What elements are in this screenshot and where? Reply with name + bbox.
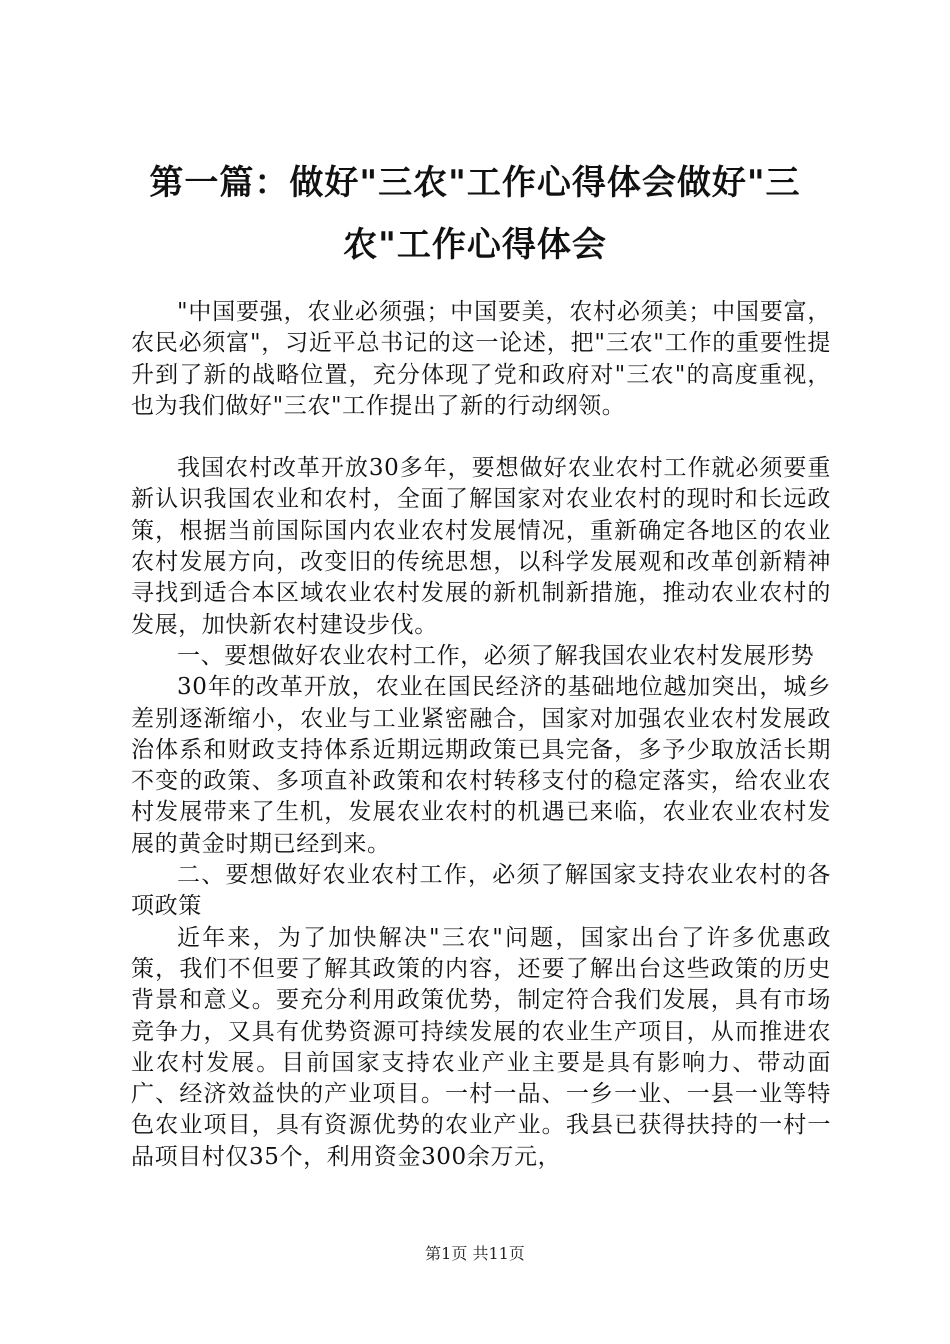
page-footer: 第1页 共11页	[425, 1244, 525, 1263]
document-title-line1: 第一篇：做好"三农"工作心得体会做好"三	[149, 163, 801, 203]
document-title-line2: 农"工作心得体会	[343, 225, 607, 265]
document-body	[131, 297, 831, 1173]
paragraph: 我国农村改革开放30多年，要想做好农业农村工作就必须要重新认识我国农业和农村，全面了解国家对农业农村的现时和长远政策，根据当前国际国内农业农村发展情况，重新确定各地区的农业农村发展方向，改变旧的传统思想，以科学发展观和改革创新精神寻找到适合本区域农业农村发展的新机制新措施，推动农业农村的发展，加快新农村建设步伐。	[131, 455, 831, 638]
paragraph: 30年的改革开放，农业在国民经济的基础地位越加突出，城乡差别逐渐缩小，农业与工业紧密融合，国家对加强农业农村发展政治体系和财政支持体系近期远期政策已具完备，多予少取放活长期不变的政策、多项直补政策和农村转移支付的稳定落实，给农业农村发展带来了生机，发展农业农村的机遇已来临，农业农业农村发展的黄金时期已经到来。	[131, 674, 831, 857]
section-heading: 一、要想做好农业农村工作，必须了解我国农业农村发展形势	[177, 642, 815, 669]
paragraph: 近年来，为了加快解决"三农"问题，国家出台了许多优惠政策，我们不但要了解其政策的内容，还要了解出台这些政策的历史背景和意义。要充分利用政策优势，制定符合我们发展，具有市场竞争力，又具有优势资源可持续发展的农业生产项目，从而推进农业农村发展。目前国家支持农业产业主要是具有影响力、带动面广、经济效益快的产业项目。一村一品、一乡一业、一县一业等特色农业项目，具有资源优势的农业产业。我县已获得扶持的一村一品项目村仅35个，利用资金300余万元，	[131, 924, 831, 1170]
section-heading: 二、要想做好农业农村工作，必须了解国家支持农业农村的各项政策	[131, 862, 831, 920]
paragraph: "中国要强，农业必须强；中国要美，农村必须美；中国要富，农民必须富"，习近平总书记的这一论述，把"三农"工作的重要性提升到了新的战略位置，充分体现了党和政府对"三农"的高度重视，也为我们做好"三农"工作提出了新的行动纲领。	[131, 299, 831, 419]
